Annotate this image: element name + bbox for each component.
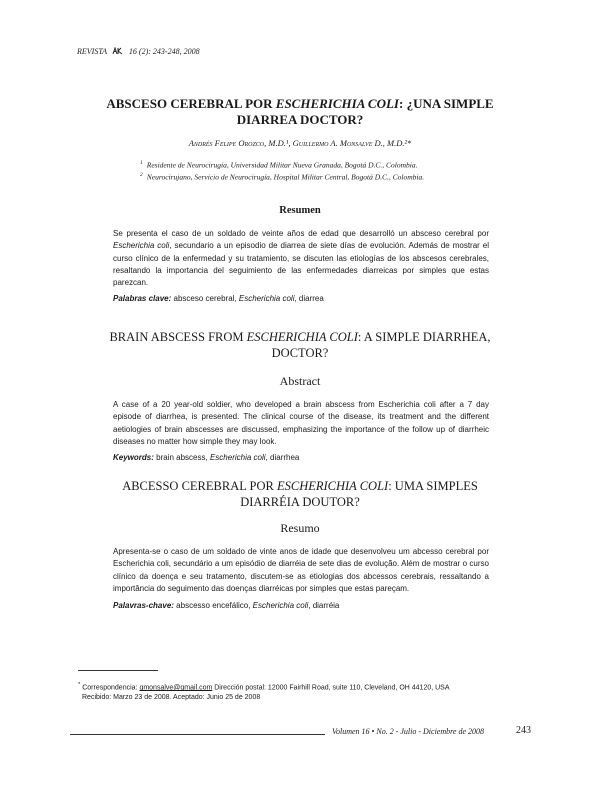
title-spanish: ABSCESO CEREBRAL POR ESCHERICHIA COLI: ¿UNA SIMPLE DIARREA DOCTOR? xyxy=(106,96,494,127)
page-number: 243 xyxy=(516,725,531,736)
running-head xyxy=(77,47,200,56)
affiliation-1: $^1$ Residente de Neurocirugía, Universidad Militar Nueva Granada, Bogotá D.C., Colombia. xyxy=(140,160,418,170)
keywords-portuguese: Palavras-chave: abscesso encefálico, Escherichia coli, diarréia xyxy=(113,601,340,610)
heading-resumo: Resumo xyxy=(280,521,320,535)
footnote: * Correspondencia: gmonsalve@gmail.com Dirección postal: 12000 Fairhill Road, suite 110, Cleveland, OH 44120, USA Recibido: Marzo 23 de 2008. Aceptado: Junio 25 de 2008 xyxy=(78,682,450,702)
footnote-divider xyxy=(78,670,158,671)
affiliation-2: $^2$ Neurocirujano, Servicio de Neurocirugía, Hospital Militar Central, Bogotá D.C., Colombia. xyxy=(140,172,425,182)
journal-logo-icon xyxy=(112,47,124,55)
heading-resumen: Resumen xyxy=(279,205,321,216)
authors: Andrés Felipe Orozco, M.D.¹, Guillermo A. Monsalve D., M.D.²* xyxy=(188,138,412,148)
footer-divider xyxy=(70,734,325,735)
keywords-english: Keywords: brain abscess, Escherichia coli, diarrhea xyxy=(113,453,300,462)
keywords-spanish: Palabras clave: absceso cerebral, Escherichia coli, diarrea xyxy=(113,294,324,303)
title-portuguese: ABCESSO CEREBRAL POR ESCHERICHIA COLI: UMA SIMPLES DIARRÉIA DOUTOR? xyxy=(122,479,478,509)
abstract-portuguese: Apresenta-se o caso de um soldado de vinte anos de idade que desenvolveu um abcesso cerebral por Escherichia coli, secundário a um episódio de diarréia de sete dias de evolução. Além de mostrar o curso clínico da doença e seu tratamento, discutem-se as etiologias dos abcessos cerebrais, ressaltando a importância do seguimento das doenças diarréicas por simples que estas pareçam. xyxy=(113,547,489,593)
abstract-english: A case of a 20 year-old soldier, who developed a brain abscess from Escherichia coli after a 7 day episode of diarrhea, is presented. The clinical course of the disease, its treatment and the different aetiologies of brain abscesses are discussed, emphasizing the importance of the follow up of diarrheic diseases no matter how simple they may look. xyxy=(113,400,489,446)
email-link[interactable]: gmonsalve@gmail.com xyxy=(139,684,213,692)
issue-info: 16 (2): 243-248, 2008 xyxy=(128,47,200,56)
footer-volume: Volumen 16 • No. 2 - Julio - Diciembre de 2008 xyxy=(332,727,485,736)
heading-abstract: Abstract xyxy=(279,374,321,388)
journal-name: REVISTA xyxy=(77,47,107,56)
abstract-spanish: Se presenta el caso de un soldado de veinte años de edad que desarrolló un absceso cerebral por Escherichia coli, secundario a un episodio de diarrea de siete días de evolución. Además de mostrar el curso clínico de la enfermedad y su tratamiento, se discuten las etiologías de los abscesos cerebrales, resaltando la importancia del seguimiento de las enfermedades diarreicas por simples que estas parezcan. xyxy=(113,229,490,288)
title-english: BRAIN ABSCESS FROM ESCHERICHIA COLI: A SIMPLE DIARRHEA, DOCTOR? xyxy=(109,330,491,360)
